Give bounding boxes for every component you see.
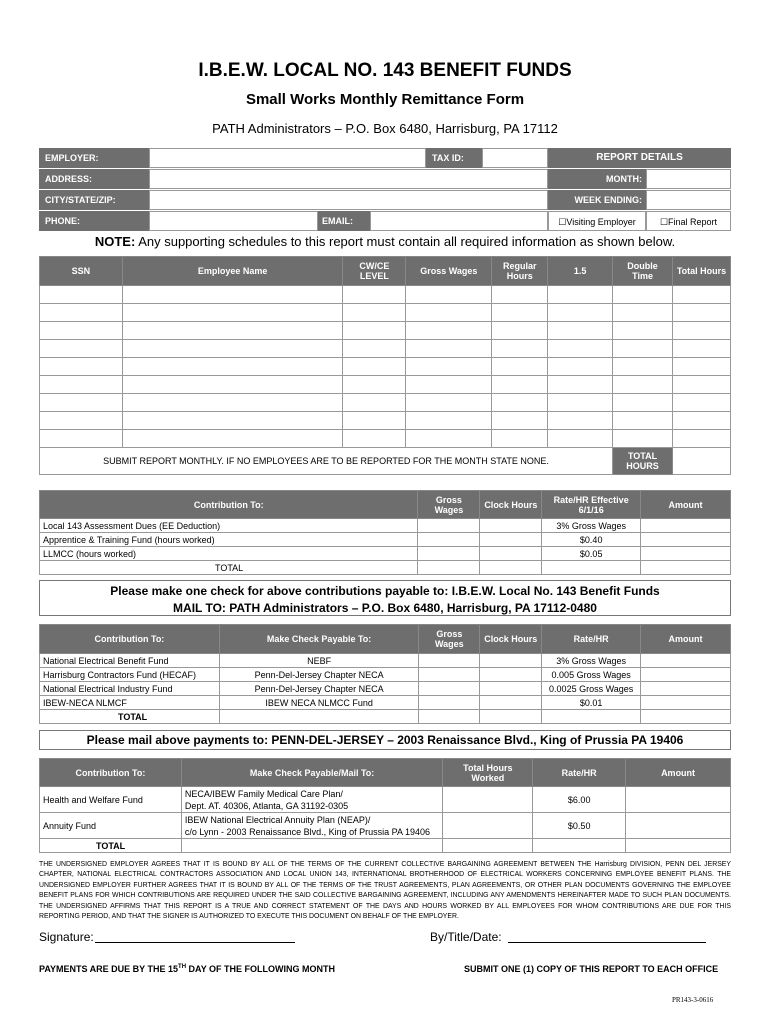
- col-employee-name: Employee Name: [122, 257, 343, 286]
- table-row[interactable]: [40, 322, 731, 340]
- contribution-name: LLMCC (hours worked): [40, 547, 418, 561]
- employer-field[interactable]: [149, 148, 426, 168]
- contribution-name: Apprentice & Training Fund (hours worked): [40, 533, 418, 547]
- payable-cell: [181, 787, 443, 813]
- table-row: [40, 696, 731, 710]
- amount-cell[interactable]: [641, 547, 731, 561]
- table-row[interactable]: [40, 412, 731, 430]
- table-row: [40, 561, 731, 575]
- mail-payments-banner: Please mail above payments to: PENN-DEL-JERSEY – 2003 Renaissance Blvd., King of Prussia PA 19406: [39, 730, 731, 750]
- contribution-table-3: [39, 758, 731, 853]
- legal-agreement-text: THE UNDERSIGNED EMPLOYER AGREES THAT IT IS BOUND BY ALL OF THE TERMS OF THE CURRENT COLLECTIVE BARGAINING AGREEMENT BETWEEN THE Harrisburg DIVISION, PENN DEL JERSEY CHAPTER, NATIONAL ELECTRICAL CONTRACTORS ASSOCIATION AND LOCAL UNION 143, INTERNATIONAL BROTHERHOOD OF ELECTRICAL WORKERS CONCERNING EMPLOYEE BENEFIT PLANS. THE UNDERSIGNED EMPLOYER FURTHER AGREES THAT IT IS BOUND BY ALL OF THE TERMS OF THE TRUST AGREEMENTS, PLAN AGREEMENTS, OR OTHER PLAN DOCUMENTS GOVERNING THE EMPLOYEE BENEFIT PLANS FOR WHICH CONTRIBUTIONS ARE REQUIRED UNDER THE SAID COLLECTIVE BARGAINING AGREEMENT, INCLUDING ANY AMENDMENTS HEREINAFTER MADE TO SUCH PLAN DOCUMENTS. THE UNDERSIGNED AFFIRMS THAT THIS REPORT IS A TRUE AND CORRECT STATEMENT OF THE DAYS AND HOURS WORKED BY ALL EMPLOYEES FOR WHOM CONTRIBUTIONS ARE DUE FOR THIS REPORTING PERIOD, AND THAT THE SIGNER IS AUTHORIZED TO EXECUTE THIS DOCUMENT ON BEHALF OF THE EMPLOYER.: [39, 861, 731, 921]
- rate-cell: $0.50: [533, 813, 626, 839]
- email-field[interactable]: [370, 211, 548, 231]
- contribution-table-2: [39, 624, 731, 724]
- phone-field[interactable]: [149, 211, 318, 231]
- col-contribution-to: Contribution To:: [40, 625, 220, 654]
- form-code: PR143-3-0616: [672, 996, 714, 1004]
- col-gross-wages: Gross Wages: [418, 491, 480, 519]
- note-text: [0, 234, 770, 249]
- col-rate-hr: Rate/HR: [542, 625, 641, 654]
- total-hours-cell[interactable]: [443, 813, 533, 839]
- col-rate-hr: Rate/HR Effective 6/1/16: [542, 491, 641, 519]
- gross-wages-cell[interactable]: [418, 533, 480, 547]
- note-label: NOTE:: [94, 234, 136, 249]
- contribution-name: Annuity Fund: [40, 813, 182, 839]
- gross-wages-cell[interactable]: [419, 682, 480, 696]
- phone-label: PHONE:: [39, 211, 149, 231]
- col-1-5: 1.5: [548, 257, 613, 286]
- col-total-hours-worked: Total Hours Worked: [443, 759, 533, 787]
- total-hours-label: TOTAL HOURS: [613, 448, 673, 475]
- total-label: TOTAL: [40, 839, 182, 853]
- submit-note: SUBMIT REPORT MONTHLY. IF NO EMPLOYEES ARE TO BE REPORTED FOR THE MONTH STATE NONE.: [40, 448, 613, 475]
- signature-label: Signature:: [39, 930, 94, 944]
- table-row[interactable]: [40, 376, 731, 394]
- clock-hours-cell[interactable]: [480, 547, 542, 561]
- amount-cell[interactable]: [626, 787, 731, 813]
- col-make-check-payable: Make Check Payable To:: [219, 625, 419, 654]
- clock-hours-cell[interactable]: [480, 668, 542, 682]
- contribution-name: National Electrical Benefit Fund: [40, 654, 220, 668]
- total-amount-cell[interactable]: [626, 839, 731, 853]
- col-contribution-to: Contribution To:: [40, 491, 418, 519]
- week-ending-field[interactable]: [646, 190, 731, 210]
- rate-cell: $0.05: [542, 547, 641, 561]
- gross-wages-cell[interactable]: [418, 519, 480, 533]
- amount-cell[interactable]: [641, 533, 731, 547]
- payment-due-note: [39, 964, 335, 974]
- amount-cell[interactable]: [641, 654, 731, 668]
- due-sup: TH: [178, 964, 187, 970]
- col-amount: Amount: [641, 491, 731, 519]
- report-details-heading: REPORT DETAILS: [548, 148, 731, 168]
- clock-hours-cell[interactable]: [480, 654, 542, 668]
- table-row: [40, 839, 731, 853]
- payable-cell: Penn-Del-Jersey Chapter NECA: [219, 682, 419, 696]
- total-hours-cell[interactable]: [443, 787, 533, 813]
- amount-cell[interactable]: [641, 519, 731, 533]
- payable-cell: IBEW NECA NLMCC Fund: [219, 696, 419, 710]
- table-row: [40, 710, 731, 724]
- final-report-checkbox[interactable]: ☐Final Report: [646, 211, 731, 231]
- total-label: TOTAL: [40, 710, 220, 724]
- city-state-zip-label: CITY/STATE/ZIP:: [39, 190, 149, 210]
- admin-address: PATH Administrators – P.O. Box 6480, Harrisburg, PA 17112: [212, 121, 558, 136]
- city-state-zip-field[interactable]: [149, 190, 548, 210]
- rate-cell: $0.40: [542, 533, 641, 547]
- table-row: [40, 787, 731, 813]
- total-hours-field[interactable]: [673, 448, 731, 475]
- col-ssn: SSN: [40, 257, 123, 286]
- contribution-name: IBEW-NECA NLMCF: [40, 696, 220, 710]
- rate-cell: 3% Gross Wages: [542, 654, 641, 668]
- rate-cell: 3% Gross Wages: [542, 519, 641, 533]
- table-row: [40, 519, 731, 533]
- table-row[interactable]: [40, 286, 731, 304]
- col-gross-wages: Gross Wages: [419, 625, 480, 654]
- due-pre: PAYMENTS ARE DUE BY THE 15: [39, 964, 179, 974]
- rate-cell: 0.005 Gross Wages: [542, 668, 641, 682]
- month-label: MONTH:: [548, 169, 646, 189]
- clock-hours-cell[interactable]: [480, 533, 542, 547]
- signature-line[interactable]: [95, 942, 295, 943]
- gross-wages-cell[interactable]: [419, 696, 480, 710]
- col-clock-hours: Clock Hours: [480, 625, 542, 654]
- col-amount: Amount: [641, 625, 731, 654]
- clock-hours-cell[interactable]: [480, 519, 542, 533]
- col-double-time: Double Time: [613, 257, 673, 286]
- amount-cell[interactable]: [626, 813, 731, 839]
- col-rate-hr: Rate/HR: [533, 759, 626, 787]
- employee-table: [39, 256, 731, 475]
- col-gross-wages: Gross Wages: [406, 257, 492, 286]
- col-cw-ce-level: CW/CE LEVEL: [343, 257, 406, 286]
- payable-line: Please make one check for above contributions payable to: I.B.E.W. Local No. 143 Benefit Funds: [110, 584, 660, 598]
- table-row[interactable]: [40, 430, 731, 448]
- visiting-employer-checkbox[interactable]: ☐Visiting Employer: [548, 211, 646, 231]
- tax-id-label: TAX ID:: [426, 148, 482, 168]
- payable-cell: Penn-Del-Jersey Chapter NECA: [219, 668, 419, 682]
- table-row: [40, 813, 731, 839]
- table-row[interactable]: [40, 304, 731, 322]
- payable-line-2: Dept. AT. 40306, Atlanta, GA 31192-0305: [184, 800, 349, 811]
- clock-hours-cell[interactable]: [480, 682, 542, 696]
- employer-label: EMPLOYER:: [39, 148, 149, 168]
- total-amount-cell[interactable]: [641, 710, 731, 724]
- submit-copy-note: SUBMIT ONE (1) COPY OF THIS REPORT TO EACH OFFICE: [464, 964, 719, 974]
- payable-cell: NEBF: [219, 654, 419, 668]
- col-amount: Amount: [626, 759, 731, 787]
- mail-to-line: MAIL TO: PATH Administrators – P.O. Box 6480, Harrisburg, PA 17112-0480: [173, 601, 597, 615]
- total-label: TOTAL: [40, 561, 418, 575]
- table-row: [40, 533, 731, 547]
- rate-cell: 0.0025 Gross Wages: [542, 682, 641, 696]
- table-row: [40, 682, 731, 696]
- rate-cell: $0.01: [542, 696, 641, 710]
- address-field[interactable]: [149, 169, 548, 189]
- col-contribution-to: Contribution To:: [40, 759, 182, 787]
- table-row: [40, 668, 731, 682]
- payable-cell: [181, 813, 443, 839]
- by-title-date-label: By/Title/Date:: [430, 930, 502, 944]
- table-row: [40, 654, 731, 668]
- form-title: I.B.E.W. LOCAL NO. 143 BENEFIT FUNDS: [198, 60, 572, 81]
- form-subtitle: Small Works Monthly Remittance Form: [245, 91, 525, 108]
- contribution-table-1: [39, 490, 731, 575]
- payable-banner: [39, 580, 731, 616]
- table-row[interactable]: [40, 358, 731, 376]
- gross-wages-cell[interactable]: [419, 668, 480, 682]
- due-post: DAY OF THE FOLLOWING MONTH: [186, 964, 336, 974]
- tax-id-field[interactable]: [482, 148, 548, 168]
- table-row: [40, 547, 731, 561]
- col-regular-hours: Regular Hours: [492, 257, 548, 286]
- col-make-check-payable-mail: Make Check Payable/Mail To:: [181, 759, 443, 787]
- gross-wages-cell[interactable]: [418, 547, 480, 561]
- table-row[interactable]: [40, 340, 731, 358]
- payable-line-1: IBEW National Electrical Annuity Plan (NEAP)/: [184, 814, 371, 825]
- col-total-hours: Total Hours: [673, 257, 731, 286]
- total-amount-cell[interactable]: [641, 561, 731, 575]
- clock-hours-cell[interactable]: [480, 696, 542, 710]
- col-clock-hours: Clock Hours: [480, 491, 542, 519]
- email-label: EMAIL:: [318, 211, 370, 231]
- week-ending-label: WEEK ENDING:: [548, 190, 646, 210]
- contribution-name: National Electrical Industry Fund: [40, 682, 220, 696]
- amount-cell[interactable]: [641, 696, 731, 710]
- note-body: Any supporting schedules to this report must contain all required information as shown below.: [135, 234, 676, 249]
- by-title-date-line[interactable]: [508, 942, 706, 943]
- amount-cell[interactable]: [641, 668, 731, 682]
- address-label: ADDRESS:: [39, 169, 149, 189]
- rate-cell: $6.00: [533, 787, 626, 813]
- payable-line-1: NECA/IBEW Family Medical Care Plan/: [184, 788, 343, 799]
- contribution-name: Harrisburg Contractors Fund (HECAF): [40, 668, 220, 682]
- contribution-name: Health and Welfare Fund: [40, 787, 182, 813]
- table-row[interactable]: [40, 394, 731, 412]
- contribution-name: Local 143 Assessment Dues (EE Deduction): [40, 519, 418, 533]
- month-field[interactable]: [646, 169, 731, 189]
- gross-wages-cell[interactable]: [419, 654, 480, 668]
- payable-line-2: c/o Lynn - 2003 Renaissance Blvd., King of Prussia PA 19406: [184, 826, 431, 837]
- amount-cell[interactable]: [641, 682, 731, 696]
